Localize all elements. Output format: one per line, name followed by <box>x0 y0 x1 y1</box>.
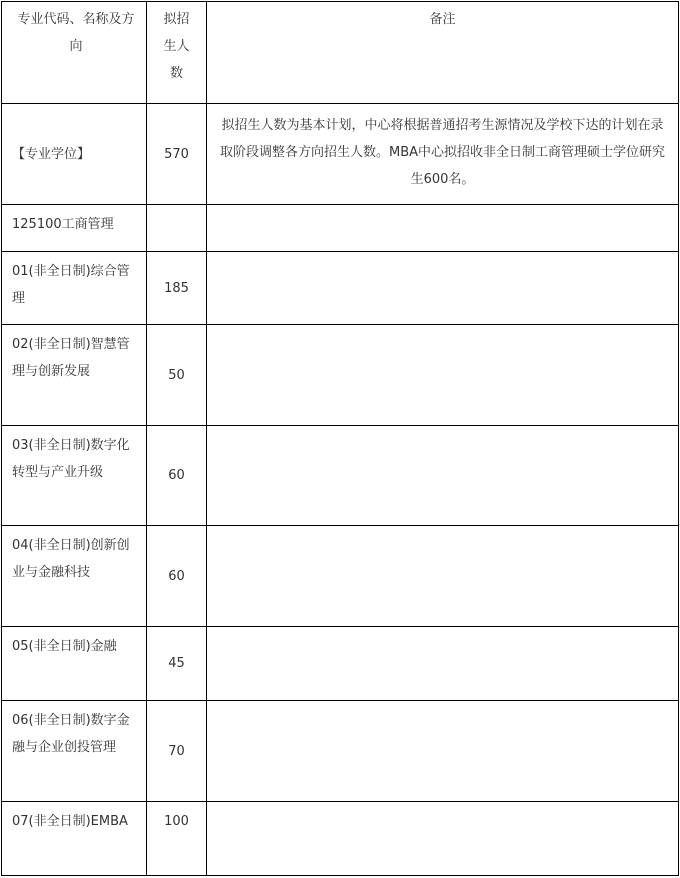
header-name: 专业代码、名称及方向 <box>2 2 147 104</box>
table-row <box>2 802 679 876</box>
header-count: 拟招生人数 <box>147 2 207 104</box>
direction-count: 100 <box>147 802 207 876</box>
degree-name: 【专业学位】 <box>2 104 147 205</box>
major-name: 125100工商管理 <box>2 205 147 252</box>
degree-note: 拟招生人数为基本计划，中心将根据普通招考生源情况及学校下达的计划在录取阶段调整各方向招生人数。MBA中心拟招收非全日制工商管理硕士学位研究生600名。 <box>207 104 679 205</box>
header-row <box>2 2 679 104</box>
direction-note <box>207 802 679 876</box>
direction-count: 70 <box>147 701 207 802</box>
direction-note <box>207 627 679 701</box>
major-row <box>2 205 679 252</box>
direction-note <box>207 252 679 325</box>
direction-name: 06(非全日制)数字金融与企业创投管理 <box>2 701 147 802</box>
table-row <box>2 426 679 526</box>
direction-count: 60 <box>147 426 207 526</box>
direction-count: 45 <box>147 627 207 701</box>
direction-note <box>207 526 679 627</box>
direction-note <box>207 426 679 526</box>
direction-name: 02(非全日制)智慧管理与创新发展 <box>2 325 147 426</box>
direction-note <box>207 325 679 426</box>
direction-name: 01(非全日制)综合管理 <box>2 252 147 325</box>
table-row <box>2 526 679 627</box>
enrollment-table <box>1 1 679 876</box>
table-row <box>2 252 679 325</box>
direction-note <box>207 701 679 802</box>
direction-name: 03(非全日制)数字化转型与产业升级 <box>2 426 147 526</box>
degree-row <box>2 104 679 205</box>
major-note <box>207 205 679 252</box>
direction-count: 60 <box>147 526 207 627</box>
header-note: 备注 <box>207 2 679 104</box>
table-row <box>2 325 679 426</box>
major-count <box>147 205 207 252</box>
direction-name: 04(非全日制)创新创业与金融科技 <box>2 526 147 627</box>
direction-count: 50 <box>147 325 207 426</box>
table-row <box>2 701 679 802</box>
direction-count: 185 <box>147 252 207 325</box>
degree-count: 570 <box>147 104 207 205</box>
direction-name: 07(非全日制)EMBA <box>2 802 147 876</box>
table-row <box>2 627 679 701</box>
direction-name: 05(非全日制)金融 <box>2 627 147 701</box>
